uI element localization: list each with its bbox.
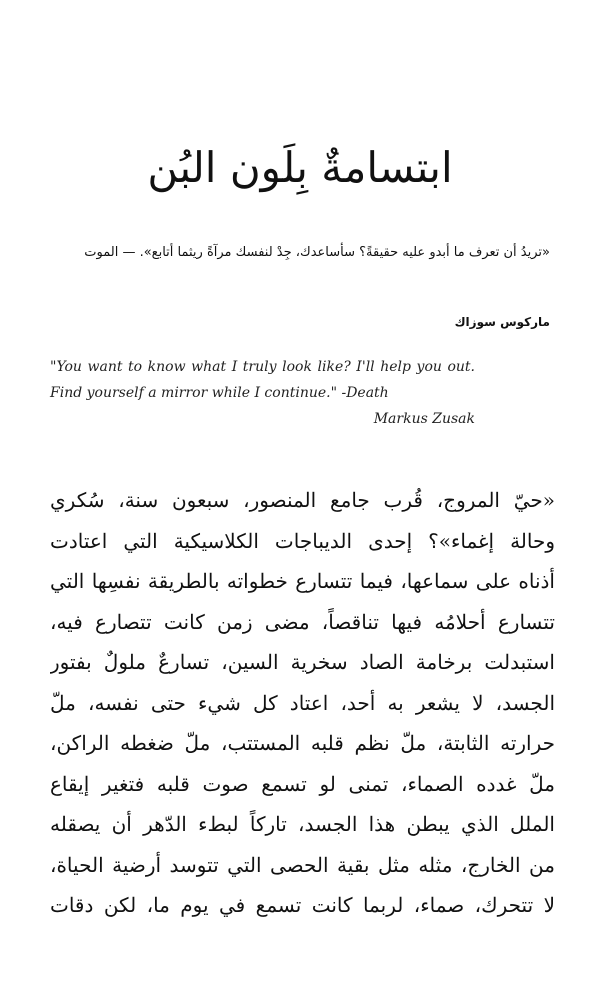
body-line: تتسارع أحلامُه فيها تناقصاً، مضى زمن كانت تتصارع فيه، [50,609,555,634]
epigraph-english-quote: "You want to know what I truly look like? I'll help you out. Find yourself a mirror while I continue." -Death [50,359,475,401]
epigraph-arabic-author: ماركوس سوزاك [454,315,550,329]
body-line: من الخارج، مثله مثل بقية الحصى التي تتوسد أرضية الحياة، [50,852,555,877]
body-line: وحالة إغماء»؟ إحدى الديباجات الكلاسيكية التي اعتادت [50,528,555,553]
body-line: أذناه على سماعها، فيما تتسارع خطواته بالطريقة نفسِها التي [50,569,555,593]
body-line: ملّ غدده الصماء، تمنى لو تسمع صوت قلبه فتغير إيقاع [50,771,555,796]
body-line: «حيّ المروج، قُرب جامع المنصور، سبعون سنة، سُكري [50,488,555,512]
epigraph-english-author: Markus Zusak [373,411,475,427]
body-line: لا تتحرك، صماء، لربما كانت تسمع في يوم ما، لكن دقات [50,893,555,917]
body-line: حرارته الثابتة، ملّ نظم قلبه المستتب، ملّ ضغطه الراكن، [50,731,555,755]
body-line: استبدلت برخامة الصاد سخرية السين، تسارعٌ ملولٌ بفتور [50,650,555,674]
epigraph-arabic-quote: «تريدُ أن تعرف ما أبدو عليه حقيقةً؟ سأساعدك، جِدْ لنفسك مرآةً ريثما أتابع». — الموت [84,245,550,260]
body-line: الملل الذي يبطن هذا الجسد، تاركاً لبطء الدّهر أن يصقله [50,812,555,836]
chapter-title: ابتسامةٌ بِلَون البُن [147,143,453,192]
body-line: الجسد، لا يشعر به أحد، اعتاد كل شيء حتى نفسه، ملّ [50,690,555,715]
body-text [50,480,555,926]
